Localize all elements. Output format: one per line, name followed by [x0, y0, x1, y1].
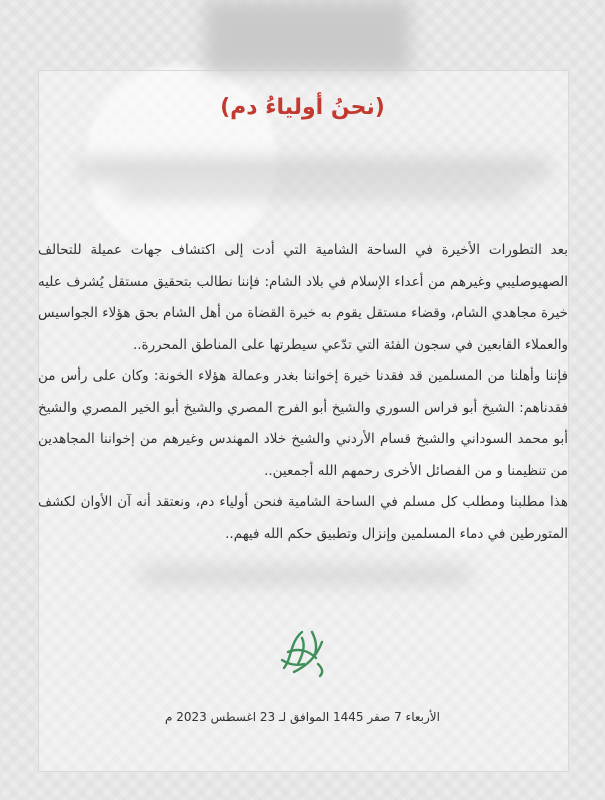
paragraph-1: بعد التطورات الأخيرة في الساحة الشامية التي أدت إلى اكتشاف جهات عميلة للتحالف الصهيوصليبي وغيرهم من أعداء الإسلام في بلاد الشام: فإننا نطالب بتحقيق مستقل يُشرف عليه خيرة مجاهدي الشام، وقضاء مستقل يقوم به خيرة القضاة من أهل الشام بحق هؤلاء الجواسيس والعملاء القابعين في سجون الفئة التي تدّعي سيطرتها على المناطق المحررة..: [38, 242, 568, 353]
redacted-line: [80, 160, 550, 178]
document-body: [38, 235, 568, 550]
paragraph-2: فإننا وأهلنا من المسلمين قد فقدنا خيرة إخواننا بغدر وعمالة هؤلاء الخونة: وكان على رأس من فقدناهم: الشيخ أبو فراس السوري والشيخ أبو الفرج المصري والشيخ أبو الخير المصري والشيخ أبو محمد السوداني والشيخ قسام الأردني والشيخ خلاد المهندس وغيرهم من إخواننا المجاهدين من تنظيمنا و من الفصائل الأخرى رحمهم الله أجمعين..: [38, 368, 568, 479]
redacted-line: [140, 568, 470, 582]
document-date: الأربعاء 7 صفر 1445 الموافق لـ 23 اغسطس 2023 م: [165, 710, 440, 724]
paragraph-3: هذا مطلبنا ومطلب كل مسلم في الساحة الشامية فنحن أولياء دم، ونعتقد أنه آن الأوان لكشف المتورطين في دماء المسلمين وإنزال وتطبيق حكم الله فيهم..: [38, 494, 568, 542]
document-title: (نحنُ أولياءُ دم): [220, 95, 385, 120]
calligraphy-logo-icon: [272, 618, 336, 682]
redacted-header: [205, 0, 410, 72]
redacted-line: [120, 185, 520, 197]
